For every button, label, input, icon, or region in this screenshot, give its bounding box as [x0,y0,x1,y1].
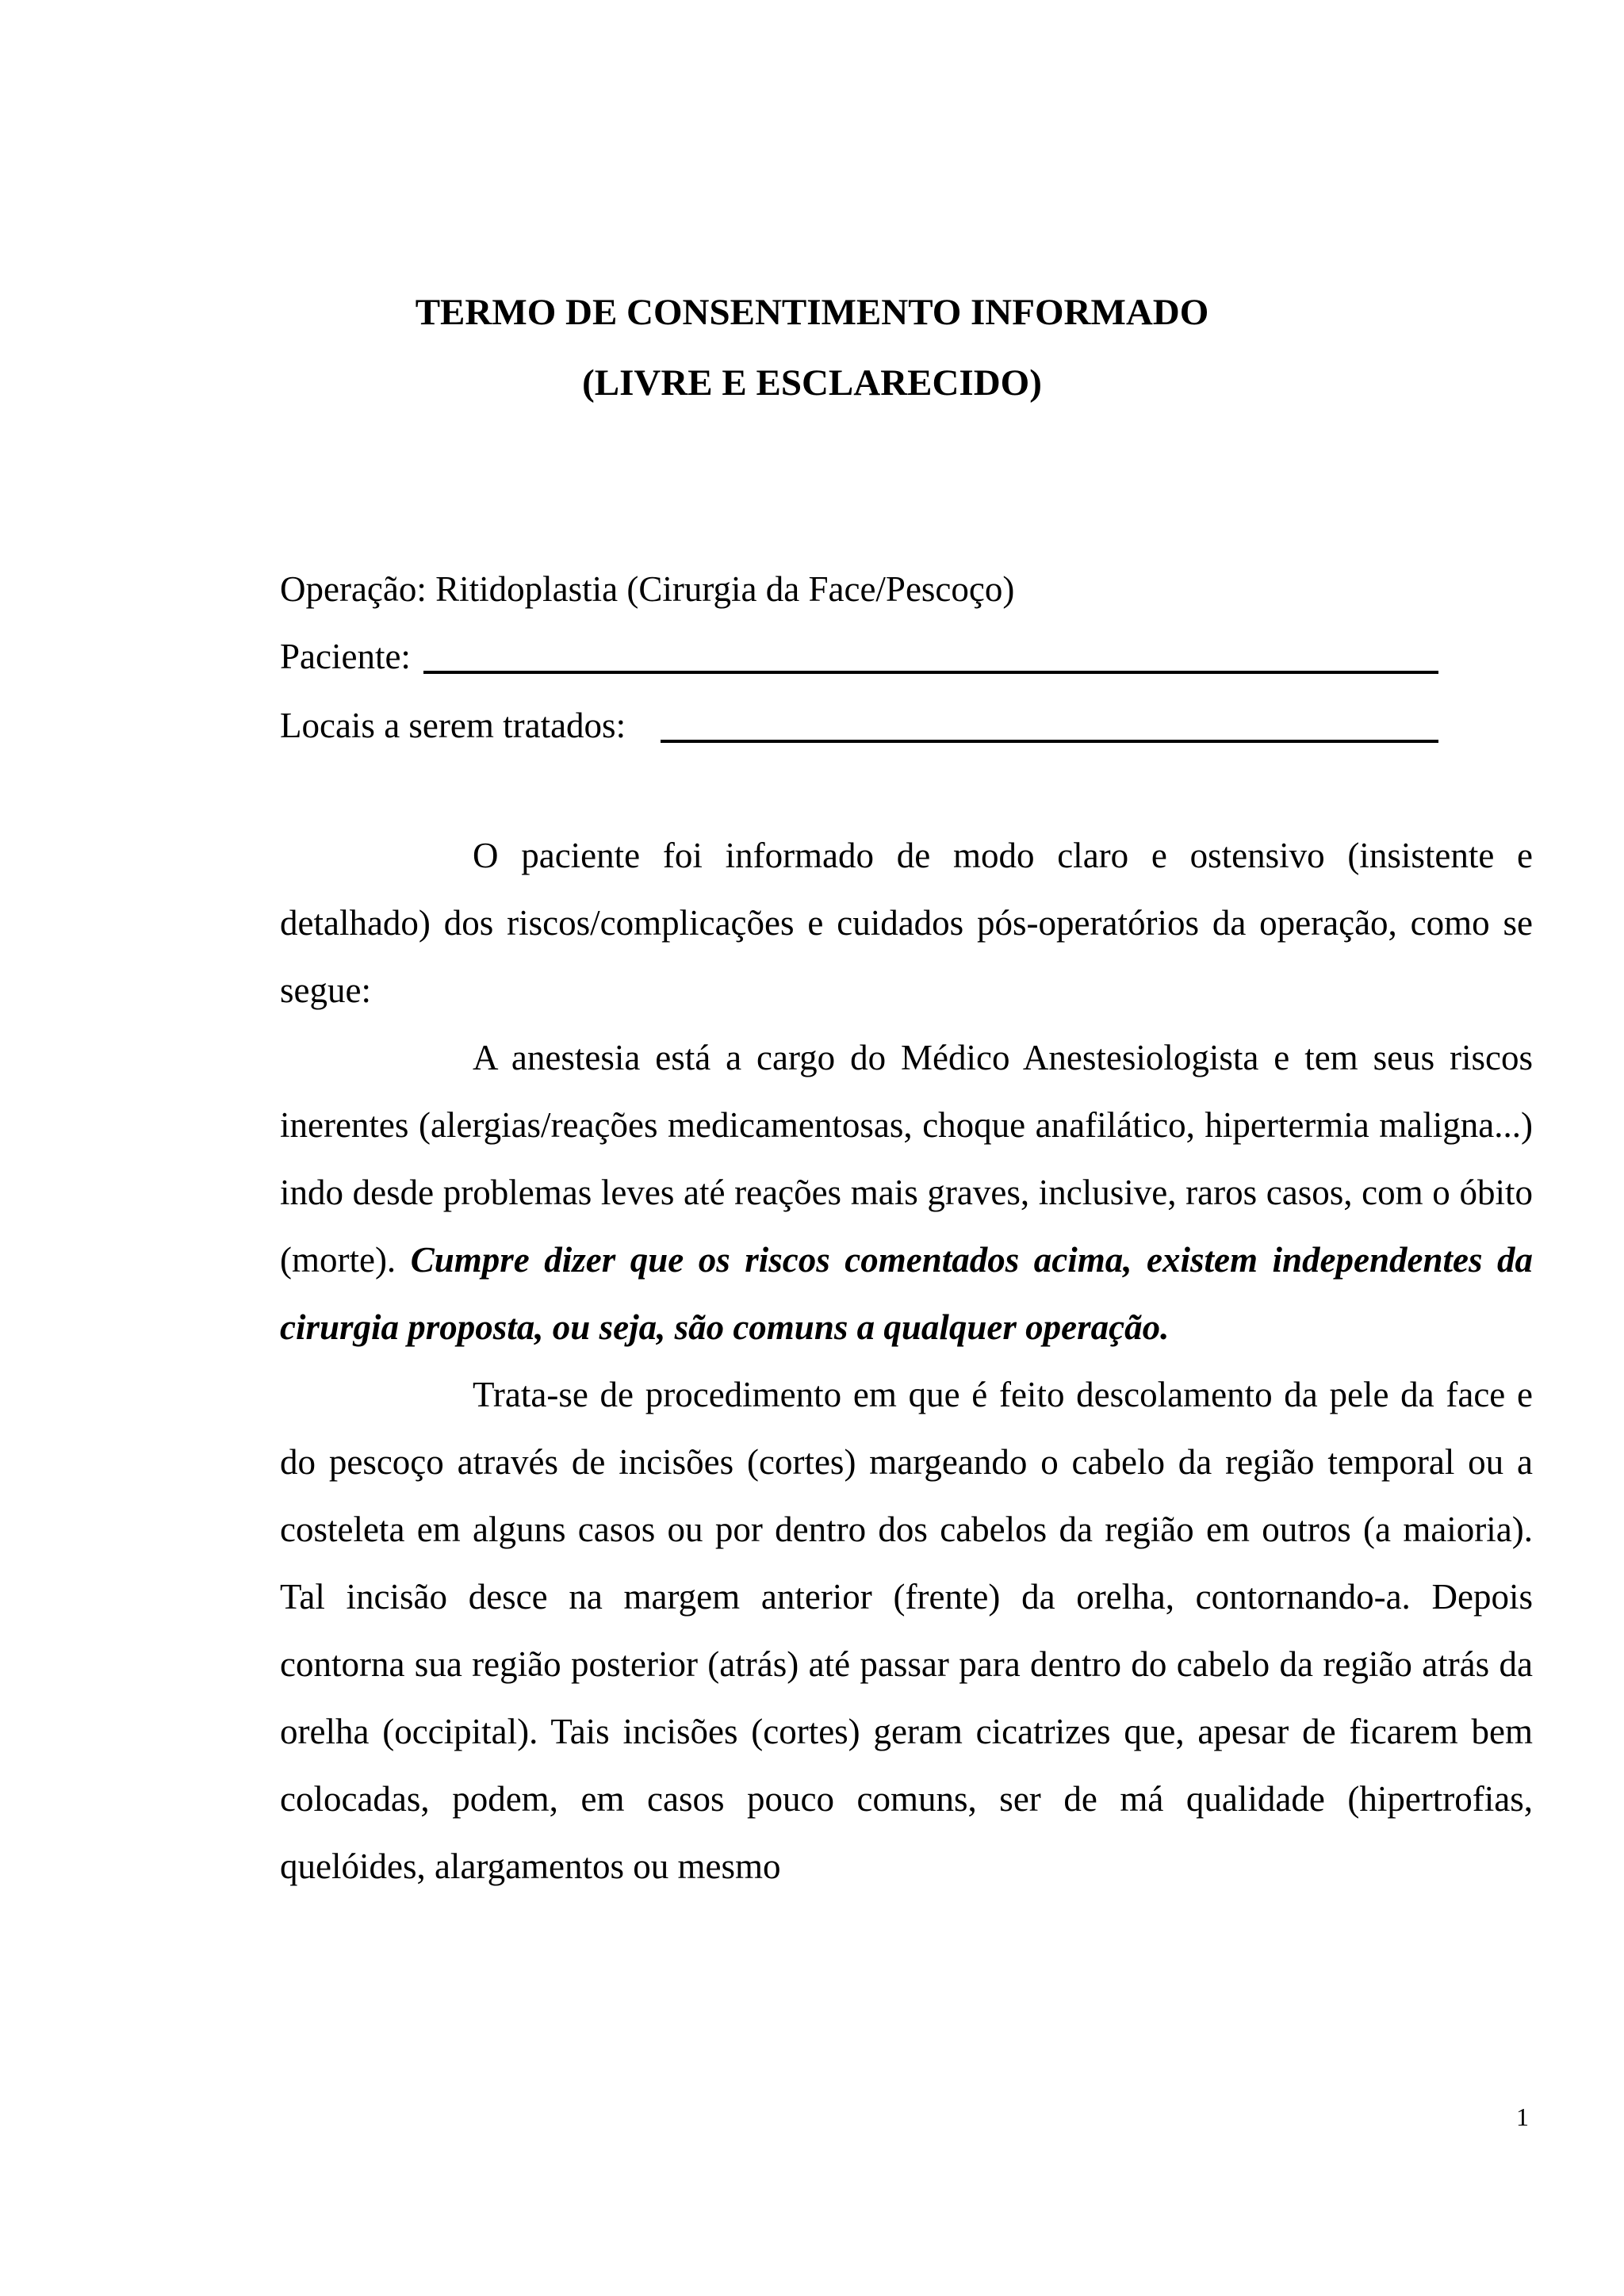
document-title: TERMO DE CONSENTIMENTO INFORMADO [415,292,1209,333]
operation-line: Operação: Ritidoplastia (Cirurgia da Face/Pescoço) [280,569,1015,609]
locations-label: Locais a serem tratados: [280,706,626,745]
paragraph-procedure: Trata-se de procedimento em que é feito descolamento da pele da face e do pescoço através de incisões (cortes) margeando o cabelo da região temporal ou a costeleta em alguns casos ou por dentro dos cabelos da região em outros (a maioria). Tal incisão desce na margem anterior (frente) da orelha, contornando-a. Depois contorna sua região posterior (atrás) até passar para dentro do cabelo da região atrás da orelha (occipital). Tais incisões (cortes) geram cicatrizes que, apesar de ficarem bem colocadas, podem, em casos pouco comuns, ser de má qualidade (hipertrofias, quelóides, alargamentos ou mesmo [280,1375,1533,1886]
page-number: 1 [1516,2103,1529,2131]
paragraph-risks-intro: O paciente foi informado de modo claro e ostensivo (insistente e detalhado) dos riscos/complicações e cuidados pós-operatórios da operação, como se segue: [280,836,1533,1010]
paragraph-anesthesia [280,1024,1533,1361]
document-body [280,822,1533,1900]
anesthesia-text: A anestesia está a cargo do Médico Anestesiologista e tem seus riscos inerentes (alergias/reações medicamentosas, choque anafilático, hipertermia maligna...) indo desde problemas leves até reações mais graves, inclusive, raros casos, com o óbito (morte). [280,1038,1533,1280]
document-subtitle: (LIVRE E ESCLARECIDO) [582,362,1042,404]
locations-blank-line [661,740,1438,743]
patient-label: Paciente: [280,637,411,676]
patient-blank-line [423,671,1438,674]
anesthesia-emphasis: Cumpre dizer que os riscos comentados acima, existem independentes da cirurgia proposta, ou seja, são comuns a qualquer operação. [280,1240,1534,1347]
